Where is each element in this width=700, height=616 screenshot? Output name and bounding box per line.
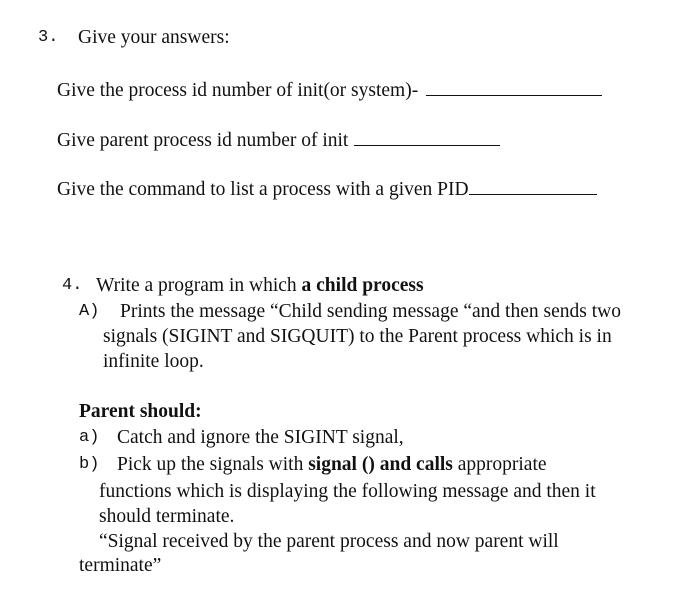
q4-intro-plain: Write a program in which [96, 275, 302, 296]
answer-blank-3[interactable] [469, 177, 597, 195]
q4-parent-b-line-2: functions which is displaying the following message and then it [99, 481, 596, 502]
quote-line-2: terminate” [79, 555, 162, 576]
q3-line-3 [57, 177, 597, 202]
q4-parent-b-bold1: signal () [308, 454, 375, 475]
answer-blank-1[interactable] [426, 78, 602, 96]
q3-heading: Give your answers: [78, 27, 230, 48]
q4-partA-line-1: Prints the message “Child sending message “and then sends two [120, 301, 621, 322]
q3-line-2-text: Give parent process id number of init [57, 130, 349, 151]
q4-parent-b-marker: b) [79, 455, 100, 474]
q3-line-2 [57, 128, 500, 153]
q4-parent-b-bold2: and calls [374, 454, 453, 475]
q3-line-1 [57, 78, 602, 103]
q4-intro-bold: a child process [301, 275, 424, 296]
q4-parent-b-line-1 [117, 453, 547, 477]
q4-parent-b-plain2: appropriate [452, 454, 547, 475]
q4-parent-b-line-3: should terminate. [99, 506, 235, 527]
q3-line-3-text: Give the command to list a process with a given PID [57, 179, 469, 200]
parent-should-heading: Parent should: [79, 401, 202, 422]
answer-blank-2[interactable] [354, 128, 500, 146]
q4-parent-a-marker: a) [79, 428, 100, 447]
q3-line-1-text: Give the process id number of init(or system)- [57, 80, 419, 101]
q4-partA-line-2: signals (SIGINT and SIGQUIT) to the Parent process which is in [103, 326, 612, 347]
q4-intro [96, 274, 424, 298]
q4-partA-line-3: infinite loop. [103, 351, 204, 372]
q4-parent-a-text: Catch and ignore the SIGINT signal, [117, 427, 404, 448]
q4-parent-b-plain1: Pick up the signals with [117, 454, 309, 475]
q3-number: 3. [38, 28, 59, 47]
q4-number: 4. [62, 276, 83, 295]
quote-line-1: “Signal received by the parent process and now parent will [99, 531, 559, 552]
q4-partA-marker: A) [79, 302, 100, 321]
